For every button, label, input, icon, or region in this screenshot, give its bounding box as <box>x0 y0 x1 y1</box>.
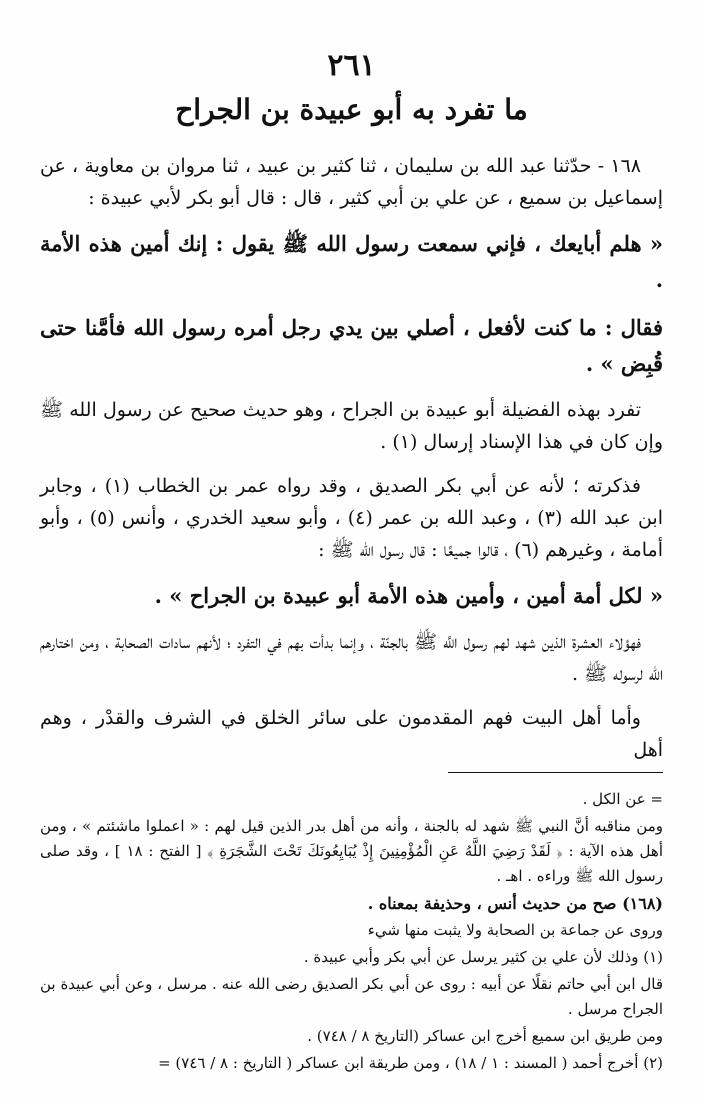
footnote-line: (١) وذلك لأن علي بن كثير يرسل عن أبي بكر وأبي عبيدة . <box>303 948 663 966</box>
footnote-line: = عن الكل . <box>582 790 663 808</box>
footnote-line: قال ابن أبي حاتم نقلًا عن أبيه : روى عن أبي بكر الصديق رضى الله عنه . مرسل ، وعن أبي عبيدة بن الجراح مرسل . <box>40 975 663 1018</box>
footnote-divider <box>448 772 663 773</box>
commentary-paragraph: فهؤلاء العشرة الذين شهد لهم رسول اللَّه ﷺ بالجنّة ، وإنما بدأت بهم في التفرد ؛ لأنهم سادات الصحابة ، ومن اختارهم اللّه لرسوله ﷺ . <box>40 631 663 685</box>
page-number: ٢٦١ <box>327 48 376 83</box>
chapter-title: ما تفرد به أبو عبيدة بن الجراح <box>175 93 528 126</box>
hadith-text-part-2: فقال : ما كنت لأفعل ، أصلي بين يدي رجل أمره رسول الله فأمَّنا حتى قُبِض » . <box>40 315 663 376</box>
footnote-takhrij: (١٦٨) صح من حديث أنس ، وحذيفة بمعناه . <box>367 894 663 913</box>
main-text <box>40 150 663 766</box>
hadith-isnad: ١٦٨ - حدّثنا عبد الله بن سليمان ، ثنا كثير بن عبيد ، ثنا مروان بن معاوية ، عن إسماعيل بن سميع ، عن علي بن أبي كثير ، قال : قال أبو بكر لأبي عبيدة : <box>40 155 663 209</box>
hadith-text-part-1: « هلم أبايعك ، فإني سمعت رسول الله ﷺ يقول : إنك أمين هذه الأمة . <box>40 231 663 292</box>
footnote-line: (٢) أخرج أحمد ( المسند : ١ / ١٨) ، ومن طريقة ابن عساكر ( التاريخ : ٨ / ٧٤٦) = <box>158 1054 663 1072</box>
commentary-paragraph: وأما أهل البيت فهم المقدمون على سائر الخلق في الشرف والقدْر ، وهم أهل <box>40 707 663 761</box>
hadith-text-quote: « لكل أمة أمين ، وأمين هذه الأمة أبو عبيدة بن الجراح » . <box>154 583 663 608</box>
commentary-paragraph: فذكرته ؛ لأنه عن أبي بكر الصديق ، وقد رواه عمر بن الخطاب (١) ، وجابر ابن عبد الله (٣) ، وعبد الله بن عمر (٤) ، وأبو سعيد الخدري ، وأنس (٥) ، وأبو أمامة ، وغيرهم (٦) ، قالوا جميعًا : قال رسول الله ﷺ : <box>40 475 663 561</box>
footnote-line: ومن طريق ابن سميع أخرج ابن عساكر (التاريخ ٨ / ٧٤٨) . <box>307 1027 663 1045</box>
footnotes <box>40 787 663 1076</box>
footnote-line: وروى عن جماعة بن الصحابة ولا يثبت منها شيء <box>367 921 663 939</box>
commentary-paragraph: تفرد بهذه الفضيلة أبو عبيدة بن الجراح ، وهو حديث صحيح عن رسول الله ﷺ وإن كان في هذا الإسناد إرسال (١) . <box>40 399 663 453</box>
footnote-line: ومن مناقبه أنَّ النبي ﷺ شهد له بالجنة ، وأنه من أهل بدر الذين قيل لهم : « اعملوا ماشئتم » ، ومن أهل هذه الآية : ﴿ لَقَدْ رَضِيَ اللَّهُ عَنِ الْمُؤْمِنِينَ إِذْ يُبَايِعُونَكَ تَحْتَ الشَّجَرَةِ ﴾ [ الفتح : ١٨ ] ، وقد صلى رسول الله ﷺ وراءه . اهـ . <box>40 817 663 885</box>
